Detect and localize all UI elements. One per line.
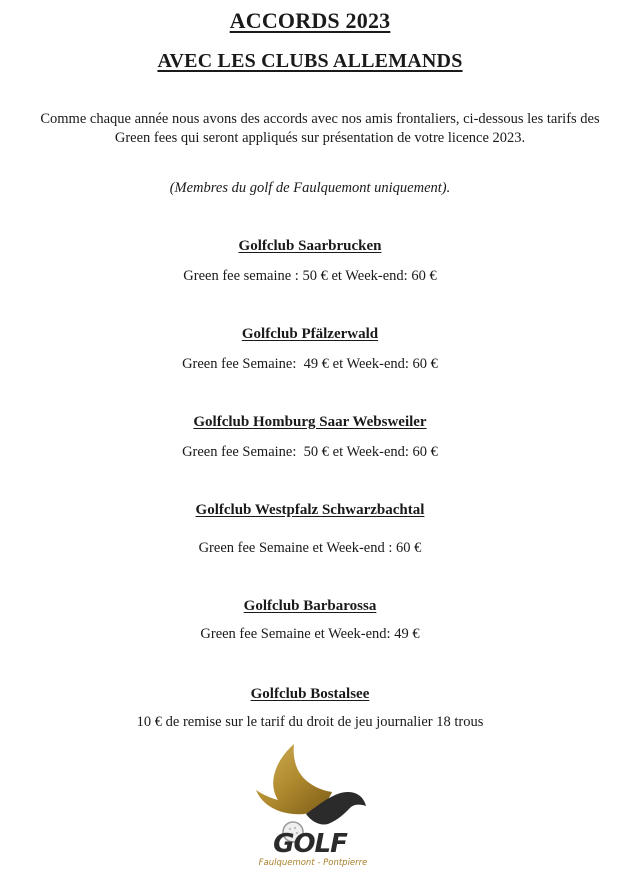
club-name-saarbrucken: Golfclub Saarbrucken — [238, 238, 382, 254]
club-name-homburg: Golfclub Homburg Saar Websweiler — [193, 414, 427, 430]
club-name-westpfalz: Golfclub Westpfalz Schwarzbachtal — [195, 502, 425, 518]
club-fee-pfalzerwald: Green fee Semaine: 49 € et Week-end: 60 € — [182, 356, 438, 372]
golf-faulquemont-logo — [248, 740, 378, 872]
club-name-barbarossa: Golfclub Barbarossa — [243, 598, 377, 614]
members-note: (Membres du golf de Faulquemont uniquement). — [169, 180, 451, 196]
club-name-pfalzerwald: Golfclub Pfälzerwald — [241, 326, 379, 342]
club-fee-homburg: Green fee Semaine: 50 € et Week-end: 60 € — [182, 444, 438, 460]
club-fee-westpfalz: Green fee Semaine et Week-end : 60 € — [198, 540, 422, 556]
club-fee-saarbrucken: Green fee semaine : 50 € et Week-end: 60 € — [183, 268, 437, 284]
title-accords: ACCORDS 2023 — [229, 8, 391, 33]
intro-paragraph: Comme chaque année nous avons des accords avec nos amis frontaliers, ci-dessous les tarifs des Green fees qui seront appliqués sur présentation de votre licence 2023. — [40, 111, 600, 146]
club-fee-bostalsee: 10 € de remise sur le tarif du droit de jeu journalier 18 trous — [136, 714, 484, 730]
title-clubs-allemands: AVEC LES CLUBS ALLEMANDS — [157, 50, 463, 72]
club-name-bostalsee: Golfclub Bostalsee — [250, 686, 370, 702]
logo-subtitle: Faulquemont - Pontpierre — [258, 858, 368, 868]
logo-wordmark: GOLF — [273, 829, 347, 859]
club-fee-barbarossa: Green fee Semaine et Week-end: 49 € — [200, 626, 420, 642]
